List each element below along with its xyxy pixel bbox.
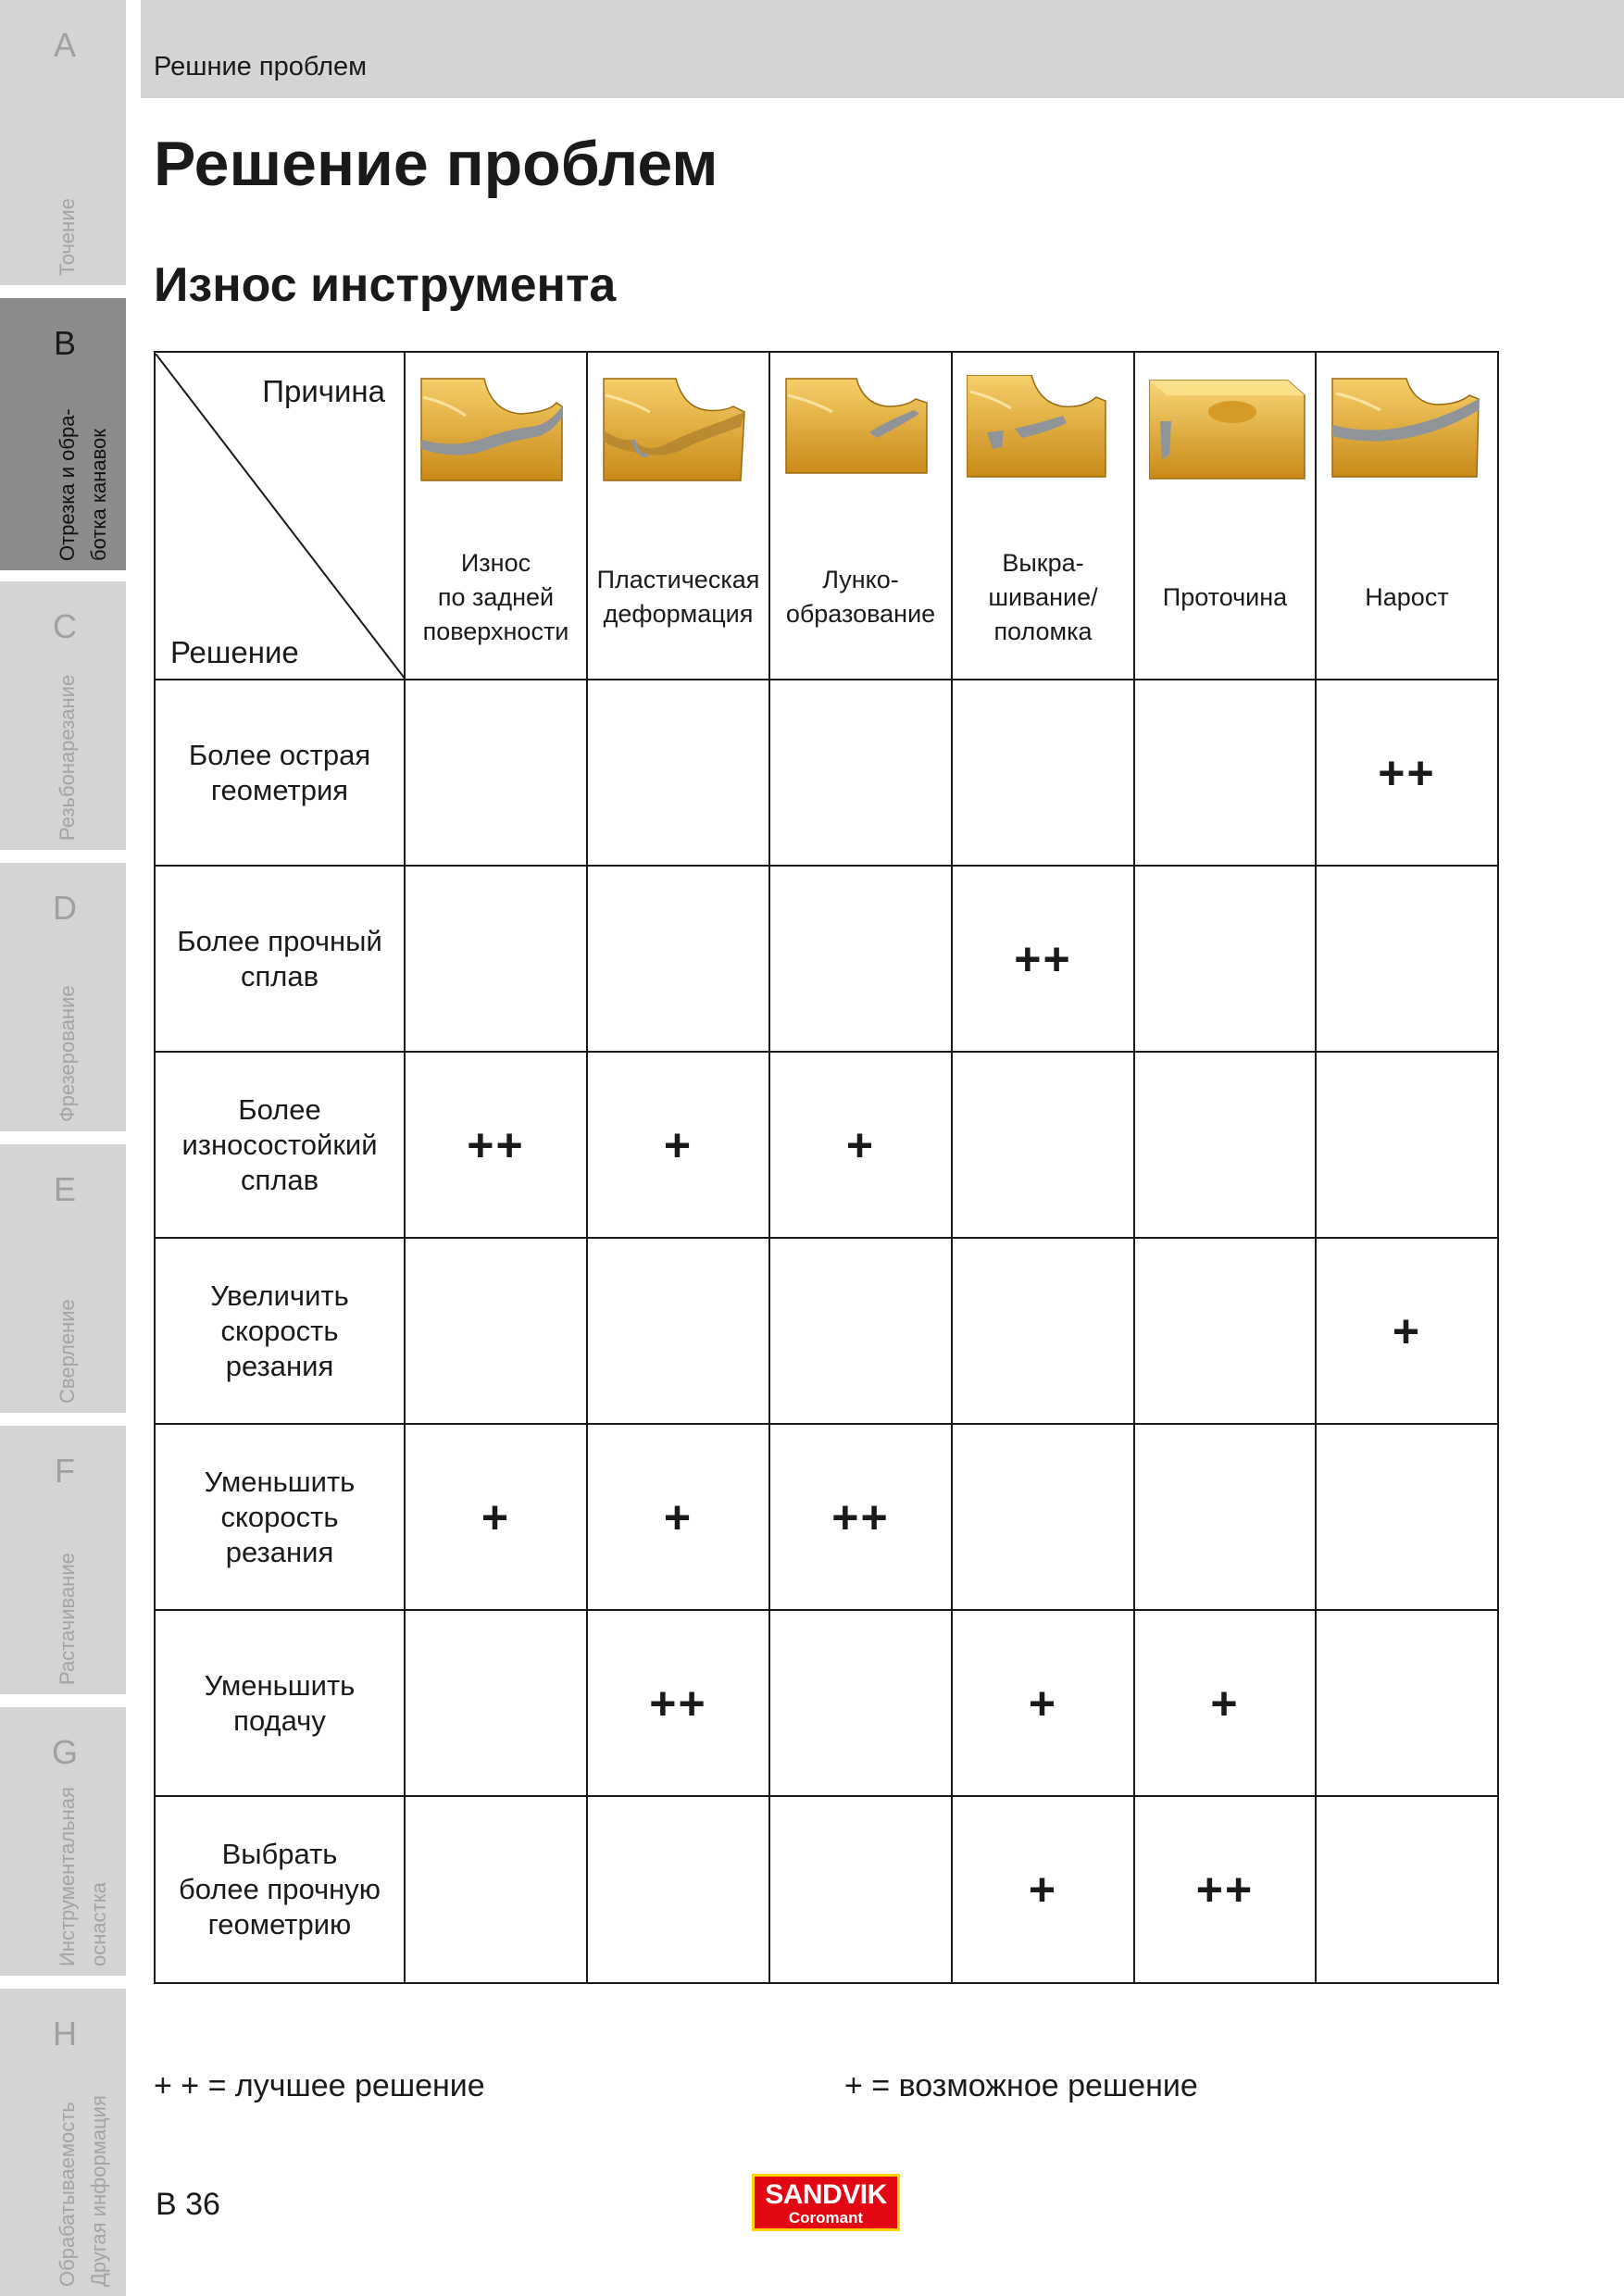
tab-label: Сверление	[56, 1299, 79, 1404]
chapter-tab-a[interactable]	[0, 0, 126, 285]
breadcrumb: Решние проблем	[154, 52, 368, 81]
table-cell: ++	[952, 866, 1134, 1052]
table-cell	[405, 866, 587, 1052]
logo-wordmark: SANDVIK	[765, 2179, 887, 2210]
header-band	[141, 0, 1624, 98]
tab-label: Фрезерование	[56, 985, 79, 1122]
table-cell	[587, 866, 769, 1052]
table-cell	[1316, 1052, 1498, 1238]
legend-possible-solution: + = возможное решение	[844, 2068, 1198, 2103]
chapter-tab-c[interactable]	[0, 581, 126, 850]
column-header-chipping	[952, 352, 1134, 680]
column-header-notch-wear	[1134, 352, 1316, 680]
tab-label-2: Другая информация	[87, 2095, 110, 2287]
row-label: Более прочный сплав	[155, 866, 405, 1052]
column-label: Проточина	[1162, 582, 1288, 611]
table-cell	[405, 1796, 587, 1983]
tab-letter: B	[53, 324, 76, 362]
row-label: Увеличить скорость резания	[155, 1238, 405, 1424]
tab-letter: A	[53, 26, 76, 64]
table-cell	[1134, 1052, 1316, 1238]
column-header-crater-wear	[769, 352, 952, 680]
tab-label-2: оснастка	[87, 1881, 110, 1966]
table-cell	[769, 1238, 952, 1424]
column-header-flank-wear	[405, 352, 587, 680]
table-cell: +	[405, 1424, 587, 1610]
table-cell	[1134, 1424, 1316, 1610]
column-label: Износ по задней поверхности	[422, 548, 569, 645]
row-label: Уменьшить подачу	[155, 1610, 405, 1796]
table-row	[155, 866, 1498, 1052]
table-cell: ++	[769, 1424, 952, 1610]
cause-label: Причина	[262, 374, 385, 408]
chapter-tabs	[0, 0, 126, 2296]
chipping-insert-icon	[967, 375, 1115, 484]
plastic-deformation-insert-icon	[602, 375, 750, 484]
table-cell	[405, 680, 587, 866]
row-label: Уменьшить скорость резания	[155, 1424, 405, 1610]
table-cell	[405, 1610, 587, 1796]
table-cell: ++	[587, 1610, 769, 1796]
flank-wear-insert-icon	[419, 375, 568, 484]
tab-label: Резьбонарезание	[56, 674, 79, 841]
solution-label: Решение	[170, 635, 299, 669]
logo-subtitle: Coromant	[788, 2209, 864, 2227]
chapter-tab-g[interactable]	[0, 1707, 126, 1976]
table-cell	[405, 1238, 587, 1424]
column-label: Выкра- шивание/ поломка	[988, 548, 1098, 645]
tab-label: Инструментальная	[56, 1787, 79, 1966]
column-label: Пластическая деформация	[596, 566, 760, 628]
built-up-edge-insert-icon	[1330, 375, 1482, 484]
table-cell	[769, 866, 952, 1052]
table-cell	[952, 1052, 1134, 1238]
sandvik-coromant-logo	[752, 2174, 900, 2231]
table-cell	[587, 1796, 769, 1983]
legend-best-solution: + + = лучшее решение	[154, 2068, 485, 2103]
table-cell: ++	[1316, 680, 1498, 866]
table-cell	[1316, 1796, 1498, 1983]
table-cell: +	[952, 1796, 1134, 1983]
row-label: Выбрать более прочную геометрию	[155, 1796, 405, 1983]
table-row	[155, 1238, 1498, 1424]
page-title: Решение проблем	[154, 129, 718, 199]
chapter-tab-h[interactable]	[0, 1989, 126, 2296]
tab-label: Растачивание	[56, 1553, 79, 1685]
tab-letter: F	[55, 1452, 75, 1490]
table-cell: +	[587, 1424, 769, 1610]
tab-label: Обрабатываемость	[56, 2102, 79, 2287]
table-cell	[952, 680, 1134, 866]
notch-wear-insert-icon	[1149, 375, 1306, 484]
chapter-tab-d[interactable]	[0, 863, 126, 1131]
troubleshooting-table	[154, 351, 1497, 1982]
tab-letter: D	[53, 889, 77, 927]
tab-letter: C	[53, 607, 77, 645]
table-cell: +	[1316, 1238, 1498, 1424]
table-cell	[587, 1238, 769, 1424]
table-cell	[1316, 866, 1498, 1052]
tab-label: Отрезка и обра-	[56, 408, 79, 561]
table-cell	[1316, 1424, 1498, 1610]
tab-letter: G	[51, 1733, 78, 1771]
page-number: B 36	[156, 2187, 220, 2222]
table-cell	[1316, 1610, 1498, 1796]
table-cell: +	[1134, 1610, 1316, 1796]
table-cell	[952, 1424, 1134, 1610]
table-cell	[587, 680, 769, 866]
table-cell: +	[952, 1610, 1134, 1796]
table-cell: +	[769, 1052, 952, 1238]
table-cell: ++	[405, 1052, 587, 1238]
table-cell	[1134, 1238, 1316, 1424]
table-cell	[769, 1610, 952, 1796]
tab-label: Точение	[56, 198, 79, 276]
table-row	[155, 1610, 1498, 1796]
table-row	[155, 1052, 1498, 1238]
row-label: Более острая геометрия	[155, 680, 405, 866]
table-cell	[1134, 866, 1316, 1052]
table-row	[155, 1796, 1498, 1983]
table-cell: ++	[1134, 1796, 1316, 1983]
section-title: Износ инструмента	[154, 258, 617, 312]
tab-letter: H	[53, 2015, 77, 2053]
table-cell	[769, 1796, 952, 1983]
table-cell	[769, 680, 952, 866]
chapter-tab-b[interactable]	[0, 298, 126, 570]
tab-label-2: ботка канавок	[87, 429, 110, 561]
row-label: Более износостойкий сплав	[155, 1052, 405, 1238]
tab-letter: E	[53, 1170, 76, 1208]
chapter-tab-e[interactable]	[0, 1144, 126, 1413]
table-row	[155, 1424, 1498, 1610]
column-label: Лунко- образование	[785, 566, 936, 628]
corner-cell	[155, 352, 405, 680]
column-label: Нарост	[1365, 582, 1449, 611]
crater-wear-insert-icon	[784, 375, 932, 484]
column-header-plastic-deformation	[587, 352, 769, 680]
column-header-built-up-edge	[1316, 352, 1498, 680]
table-cell: +	[587, 1052, 769, 1238]
table-row	[155, 680, 1498, 866]
chapter-tab-f[interactable]	[0, 1426, 126, 1694]
table-cell	[1134, 680, 1316, 866]
table-cell	[952, 1238, 1134, 1424]
